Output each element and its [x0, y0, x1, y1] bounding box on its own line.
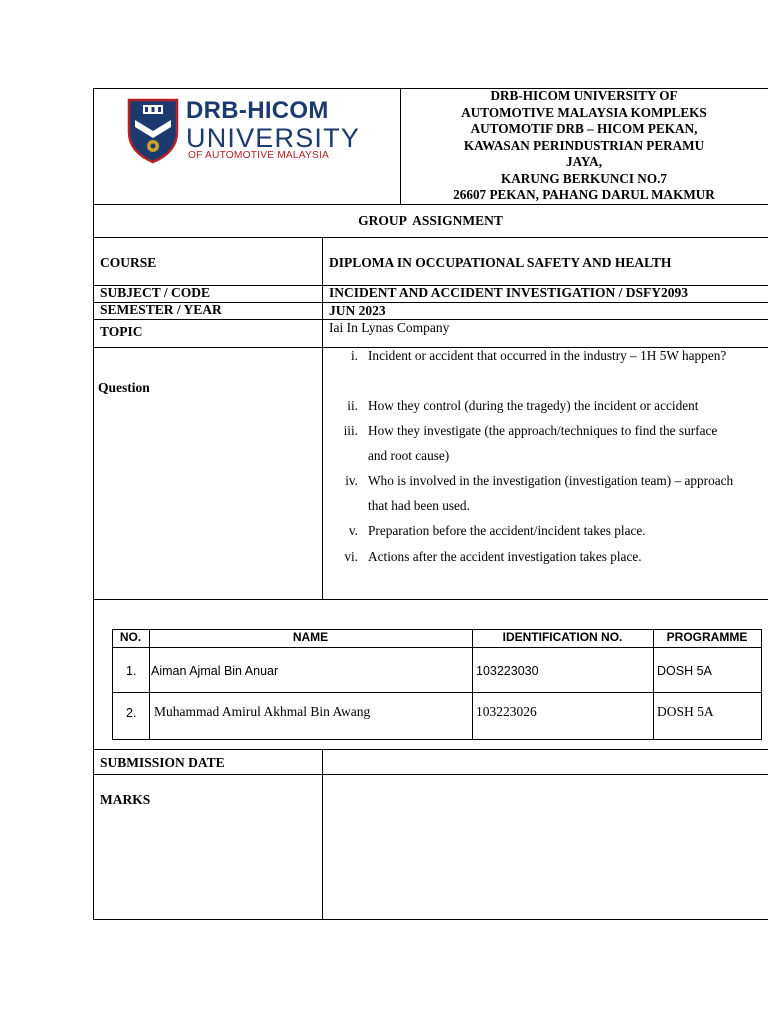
student-name: Aiman Ajmal Bin Anuar: [151, 664, 279, 678]
question-text: How they investigate (the approach/techniques to find the surface and root cause): [368, 423, 718, 463]
question-text: Who is involved in the investigation (investigation team) – approach that had been used.: [368, 473, 734, 513]
student-id: 103223030: [476, 664, 539, 678]
column-header-programme: PROGRAMME: [666, 630, 748, 644]
submission-date-label: SUBMISSION DATE: [100, 755, 225, 770]
question-label: Question: [98, 380, 150, 395]
address-line: DRB-HICOM UNIVERSITY OF: [490, 88, 678, 103]
column-header-no: NO.: [119, 630, 142, 644]
question-text: Preparation before the accident/incident takes place.: [368, 523, 646, 538]
subject-label: SUBJECT / CODE: [100, 285, 211, 300]
row-number: 1.: [126, 664, 137, 678]
question-number: iii.: [343, 423, 358, 438]
address-line: AUTOMOTIF DRB – HICOM PEKAN,: [470, 121, 698, 136]
semester-label: SEMESTER / YEAR: [100, 302, 222, 317]
topic-value: Iai In Lynas Company: [329, 320, 450, 335]
row-number: 2.: [126, 706, 137, 720]
question-number: i.: [350, 348, 358, 363]
column-header-name: NAME: [292, 630, 329, 644]
student-programme: DOSH 5A: [657, 704, 714, 719]
course-value: DIPLOMA IN OCCUPATIONAL SAFETY AND HEALTH: [329, 255, 672, 270]
address-line: KAWASAN PERINDUSTRIAN PERAMU: [463, 137, 705, 153]
student-id: 103223026: [476, 704, 537, 719]
question-number: iv.: [345, 473, 358, 488]
logo-line-1: DRB-HICOM: [186, 97, 329, 124]
question-text: How they control (during the tragedy) the incident or accident: [368, 398, 699, 413]
question-text: Actions after the accident investigation takes place.: [368, 549, 642, 564]
student-name: Muhammad Amirul Akhmal Bin Awang: [154, 704, 371, 719]
column-header-id: IDENTIFICATION NO.: [502, 630, 623, 644]
subject-value: INCIDENT AND ACCIDENT INVESTIGATION / DSFY2093: [329, 285, 688, 300]
logo-line-3: OF AUTOMOTIVE MALAYSIA: [188, 150, 330, 161]
address-line: 26607 PEKAN, PAHANG DARUL MAKMUR: [453, 187, 715, 202]
assignment-type: GROUP ASSIGNMENT: [358, 213, 503, 228]
address-line: JAYA,: [565, 154, 603, 169]
address-line: KARUNG BERKUNCI NO.7: [501, 170, 667, 186]
question-number: v.: [348, 523, 358, 538]
address-line: AUTOMOTIVE MALAYSIA KOMPLEKS: [461, 104, 707, 120]
topic-label: TOPIC: [100, 324, 143, 339]
marks-label: MARKS: [100, 792, 151, 807]
shield-crest-icon: [127, 98, 179, 164]
question-number: vi.: [344, 549, 358, 564]
student-programme: DOSH 5A: [657, 664, 712, 678]
course-label: COURSE: [100, 255, 157, 270]
question-number: ii.: [347, 398, 358, 413]
question-text: Incident or accident that occurred in the industry – 1H 5W happen?: [368, 348, 727, 363]
logo-line-2: UNIVERSITY: [186, 123, 361, 153]
university-address: [402, 88, 766, 204]
semester-value: JUN 2023: [329, 303, 386, 318]
